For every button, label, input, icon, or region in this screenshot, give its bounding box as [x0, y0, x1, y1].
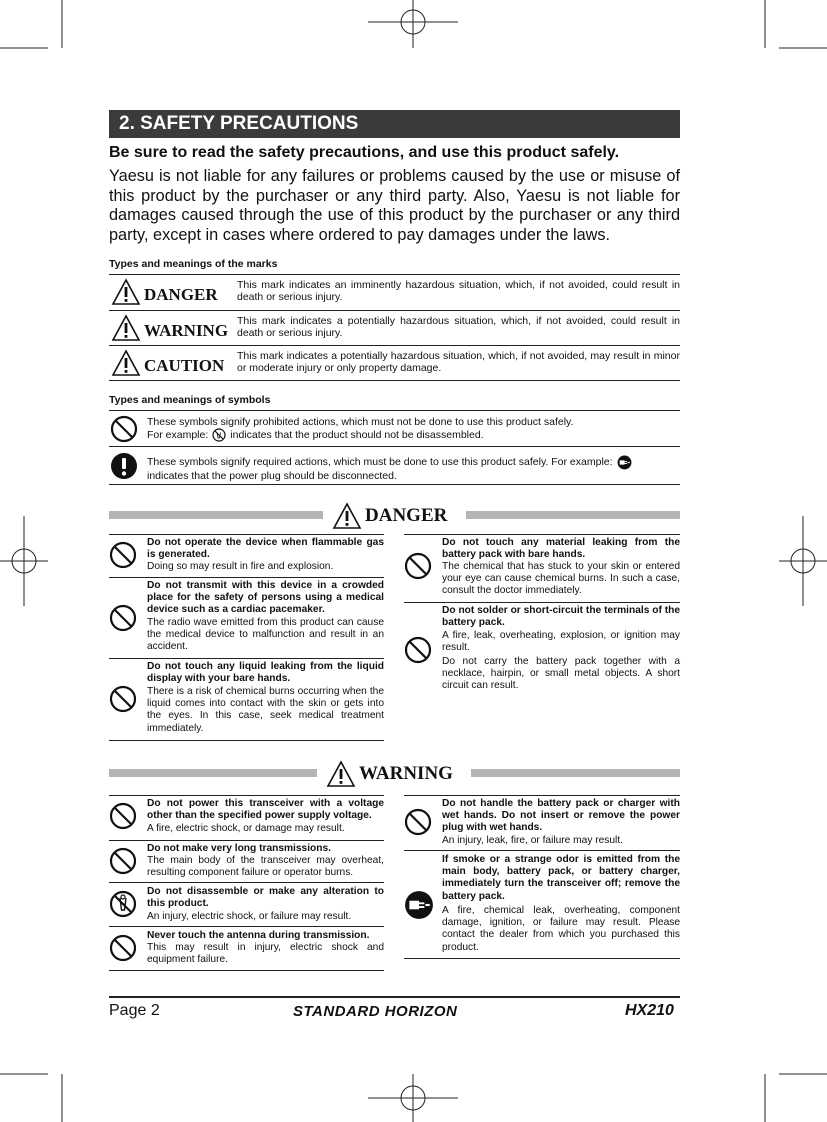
item-body: A fire, chemical leak, overheating, component damage, ignition, or failure may result. Please contact the dealer from which you purchased this product. [442, 905, 680, 953]
warning-item [404, 854, 680, 956]
item-heading: Do not power this transceiver with a voltage other than the specified power supply voltage. [147, 798, 384, 822]
divider [109, 345, 680, 346]
divider [109, 380, 680, 381]
prohibited-icon [404, 552, 432, 580]
model-name: HX210 [625, 1002, 674, 1019]
item-heading: Do not solder or short-circuit the terminals of the battery pack. [442, 605, 680, 629]
danger-band [109, 500, 680, 530]
symbol-text: For example: [147, 429, 209, 442]
item-body: The radio wave emitted from this product can cause the medical device to malfunction and result in an accident. [147, 617, 384, 653]
warning-item [109, 886, 384, 924]
prohibited-icon [110, 415, 138, 443]
warning-item [109, 843, 384, 881]
item-body: The main body of the transceiver may overheat, resulting component failure or operator burns. [147, 855, 384, 879]
unplug-icon [404, 890, 434, 920]
section-title: 2. SAFETY PRECAUTIONS [109, 110, 680, 138]
prohibited-icon [109, 934, 137, 962]
item-body: An injury, electric shock, or failure may result. [147, 911, 352, 922]
brand-logo: STANDARD HORIZON [293, 1003, 458, 1020]
danger-item [404, 605, 680, 695]
mark-label: DANGER [144, 285, 218, 304]
item-heading: Do not handle the battery pack or charger with wet hands. Do not insert or remove the power plug with wet hands. [442, 798, 680, 834]
symbol-row-prohibited [109, 412, 680, 446]
prohibited-icon [109, 802, 137, 830]
divider [109, 274, 680, 275]
mark-row-warning [109, 312, 680, 346]
divider [404, 850, 680, 851]
item-heading: Do not touch any material leaking from the battery pack with bare hands. [442, 537, 680, 561]
prohibited-icon [109, 847, 137, 875]
symbol-text: These symbols signify prohibited actions, which must not be done to use this product safely. [147, 416, 574, 428]
footer-rule [109, 996, 680, 998]
item-heading: Do not touch any liquid leaking from the liquid display with your bare hands. [147, 661, 384, 685]
warning-triangle-icon [111, 278, 141, 306]
divider [109, 840, 384, 841]
warning-item [109, 930, 384, 970]
divider [404, 534, 680, 535]
mark-row-caution [109, 347, 680, 381]
symbol-text: indicates that the product should not be disassembled. [230, 429, 484, 442]
item-body: An injury, leak, fire, or failure may result. [442, 835, 623, 846]
band-bar [109, 769, 317, 777]
danger-item [109, 661, 384, 739]
item-body: The chemical that has stuck to your skin or entered your eye can cause chemical burns. In such a case, consult the doctor immediately. [442, 561, 680, 597]
mark-label: WARNING [144, 321, 229, 340]
danger-item [404, 537, 680, 601]
warning-triangle-icon [111, 349, 141, 377]
item-body: There is a risk of chemical burns occurring when the liquid comes into contact with the skin or gets into the eyes. In this case, seek medical treatment immediately. [147, 686, 384, 734]
item-heading: Do not operate the device when flammable gas is generated. [147, 537, 384, 561]
item-heading: Do not transmit with this device in a crowded place for the safety of persons using a medical device such as a cardiac pacemaker. [147, 580, 384, 616]
divider [109, 534, 384, 535]
warning-item [109, 798, 384, 838]
no-disassembly-icon [109, 890, 137, 918]
mandatory-action-icon [110, 452, 138, 480]
divider [109, 446, 680, 447]
band-title: DANGER [365, 505, 448, 526]
item-body: Doing so may result in fire and explosion. [147, 561, 334, 572]
item-body: This may result in injury, electric shock and equipment failure. [147, 942, 384, 966]
mark-description: This mark indicates an imminently hazardous situation, which, if not avoided, could result in death or serious injury. [237, 279, 680, 304]
prohibited-icon [109, 685, 137, 713]
symbols-heading: Types and meanings of symbols [109, 394, 271, 406]
symbol-text: indicates that the power plug should be disconnected. [147, 470, 397, 482]
item-heading: Do not disassemble or make any alteration to this product. [147, 886, 384, 910]
band-bar [466, 511, 680, 519]
item-body: Do not carry the battery pack together with a necklace, hairpin, or small metal objects. A short circuit can result. [442, 656, 680, 692]
page-number: Page 2 [109, 1002, 160, 1019]
divider [109, 484, 680, 485]
divider [109, 740, 384, 741]
prohibited-icon [109, 604, 137, 632]
symbol-text: These symbols signify required actions, which must be done to use this product safely. For example: [147, 456, 613, 469]
warning-triangle-icon [111, 314, 141, 342]
prohibited-icon [404, 808, 432, 836]
item-heading: Never touch the antenna during transmission. [147, 930, 370, 941]
warning-triangle-icon [325, 760, 357, 788]
mark-label: CAUTION [144, 356, 225, 375]
divider [404, 602, 680, 603]
divider [109, 795, 384, 796]
mark-row-danger [109, 276, 680, 310]
divider [109, 410, 680, 411]
divider [109, 882, 384, 883]
band-title: WARNING [359, 763, 453, 784]
item-heading: Do not make very long transmissions. [147, 843, 331, 854]
warning-band [109, 758, 680, 788]
symbol-row-required [109, 448, 680, 484]
divider [109, 970, 384, 971]
divider [404, 795, 680, 796]
item-body: A fire, electric shock, or damage may result. [147, 823, 345, 834]
warning-triangle-icon [331, 502, 363, 530]
divider [404, 958, 680, 959]
no-disassembly-icon [212, 428, 226, 442]
marks-heading: Types and meanings of the marks [109, 258, 278, 270]
band-bar [109, 511, 323, 519]
danger-item [109, 537, 384, 577]
item-heading: If smoke or a strange odor is emitted from the main body, battery pack, or battery charger, immediately turn the transceiver off; remove the battery pack. [442, 854, 680, 902]
prohibited-icon [404, 636, 432, 664]
intro-paragraph: Yaesu is not liable for any failures or problems caused by the use or misuse of this product by the purchaser or any third party. Also, Yaesu is not liable for damages caused through the use of this product by the purchaser or any third party, except in cases where ordered to pay damages under the laws. [109, 167, 680, 244]
subtitle: Be sure to read the safety precautions, and use this product safely. [109, 144, 620, 161]
divider [109, 926, 384, 927]
item-body: A fire, leak, overheating, explosion, or ignition may result. [442, 630, 680, 654]
mark-description: This mark indicates a potentially hazardous situation, which, if not avoided, may result in minor or moderate injury or only property damage. [237, 350, 680, 375]
danger-item [109, 580, 384, 658]
prohibited-icon [109, 541, 137, 569]
divider [109, 577, 384, 578]
warning-item [404, 798, 680, 850]
divider [109, 658, 384, 659]
mark-description: This mark indicates a potentially hazardous situation, which, if not avoided, could result in death or serious injury. [237, 315, 680, 340]
divider [109, 310, 680, 311]
unplug-icon [617, 455, 632, 470]
band-bar [471, 769, 680, 777]
